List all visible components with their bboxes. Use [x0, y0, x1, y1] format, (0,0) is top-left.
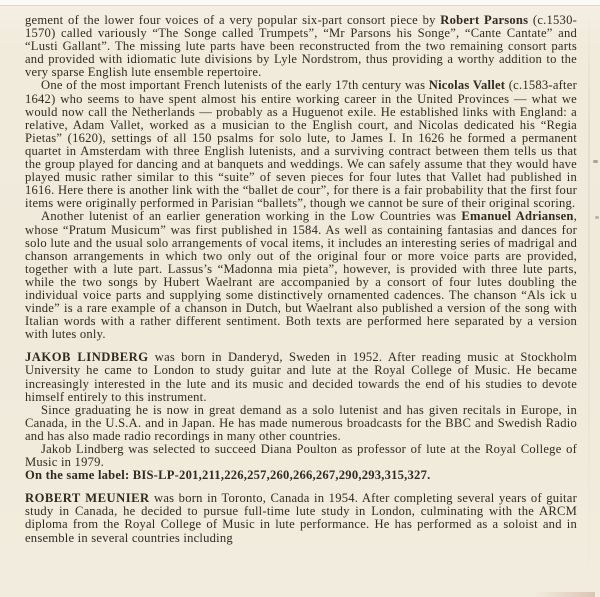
paragraph-text: was born in Toronto, Canada in 1954. After completing several years of guitar study in Canada, he decided to pursue full-time lute study in London, culminating with the ARCM diploma from the Royal College of Music in lute performance. He has performed as a soloist and in ensemble in several countries including	[25, 491, 577, 545]
paragraph-lindberg-professor	[25, 443, 577, 469]
paragraph-lindberg-career	[25, 404, 577, 443]
paragraph-text: (c.1530-1570) called variously “The Songe called Trumpets”, “Mr Parsons his Songe”, “Cante Cantate” and “Lusti Gallant”. The missing lute parts have been reconstructed from the two remaining consort parts and provided with idiomatic lute divisions by Lyle Nordstrom, thus providing a worthy addition to the very sparse English lute ensemble repertoire.	[25, 13, 577, 80]
catalogue-numbers-text: On the same label: BIS-LP-201,211,226,257,260,266,267,290,293,315,327.	[25, 468, 431, 483]
paragraph-text: Jakob Lindberg was selected to succeed Diana Poulton as professor of lute at the Royal College of Music in 1979.	[25, 442, 577, 470]
scan-speck	[593, 160, 598, 163]
paragraph-text: gement of the lower four voices of a very popular six-part consort piece by	[25, 13, 441, 27]
paragraph-robert-meunier-bio	[25, 492, 577, 544]
paragraph-text: Another lutenist of an earlier generation working in the Low Countries was	[41, 209, 462, 224]
paragraph-text: (c.1583-after 1642) who seems to have spent almost his entire working career in the United Provinces — what we would now call the Netherlands — probably as a Huguenot exile. He established links with England: a relative, Adam Vallet, worked as a musician to the English court, and Nicolas dedicated his “Regia Pietas” (1620), settings of all 150 psalms for solo lute, to James I. In 1626 he formed a permanent quartet in Amsterdam with three English lutenists, and a surviving contract between them tells us that the group played for dancing and at banquets and weddings. We can safely assume that they would have played music rather similar to this “suite” of seven pieces for four lutes that Vallet had published in 1616. Here there is another link with the “ballet de cour”, for there is a fair probability that the first four items were originally performed in Parisian “ballets”, though we cannot be sure of their original scoring.	[25, 78, 577, 211]
paragraph-nicolas-vallet	[25, 79, 577, 210]
paragraph-text: , whose “Pratum Musicum” was first published in 1584. As well as containing fantasias and dances for solo lute and the usual solo arrangements of vocal items, it includes an interesting series of madrigal and chanson arrangements in which two only out of the original four or more voice parts are provided, together with a lute part. Lassus’s “Madonna mia pieta”, however, is provided with three lute parts, while the two songs by Hubert Waelrant are accompanied by a consort of four lutes doubling the individual voice parts and supplying some distinctively ornamented cadences. The chanson “Als ick u vinde” is a rare example of a chanson in Dutch, but Waelrant also published a version of the song with Italian words with a rather different sentiment. Both texts are performed here separated by a version with lutes only.	[25, 209, 577, 342]
artist-name-nicolas-vallet: Nicolas Vallet	[428, 78, 506, 93]
paragraph-text: was born in Danderyd, Sweden in 1952. After reading music at Stockholm University he came to London to study guitar and lute at the Royal College of Music. He became increasingly interested in the lute and its music and decided towards the end of his studies to devote himself entirely to this instrument.	[25, 350, 577, 404]
scan-corner-smudge	[535, 592, 595, 597]
paragraph-same-label-catalogue	[25, 469, 577, 482]
scan-edge-top	[0, 0, 600, 6]
paragraph-parsons-continuation	[25, 14, 577, 79]
paragraph-text: Since graduating he is now in great demand as a solo lutenist and has given recitals in Europe, in Canada, in the U.S.A. and in Japan. He has made numerous broadcasts for the BBC and Swedish Radio and has also made radio recordings in many other countries.	[25, 402, 577, 443]
paragraph-emanuel-adriansen	[25, 210, 577, 341]
paragraph-text: One of the most important French lutenists of the early 17th century was	[41, 78, 429, 93]
performer-name-robert-meunier: ROBERT MEUNIER	[25, 491, 150, 506]
artist-name-emanuel-adriansen: Emanuel Adriansen	[461, 209, 574, 224]
scan-speck	[595, 216, 599, 219]
scan-crease-right	[588, 6, 590, 597]
artist-name-robert-parsons: Robert Parsons	[440, 13, 529, 27]
paragraph-jakob-lindberg-bio	[25, 351, 577, 403]
performer-name-jakob-lindberg: JAKOB LINDBERG	[25, 350, 149, 365]
liner-notes-text-block	[25, 14, 577, 545]
